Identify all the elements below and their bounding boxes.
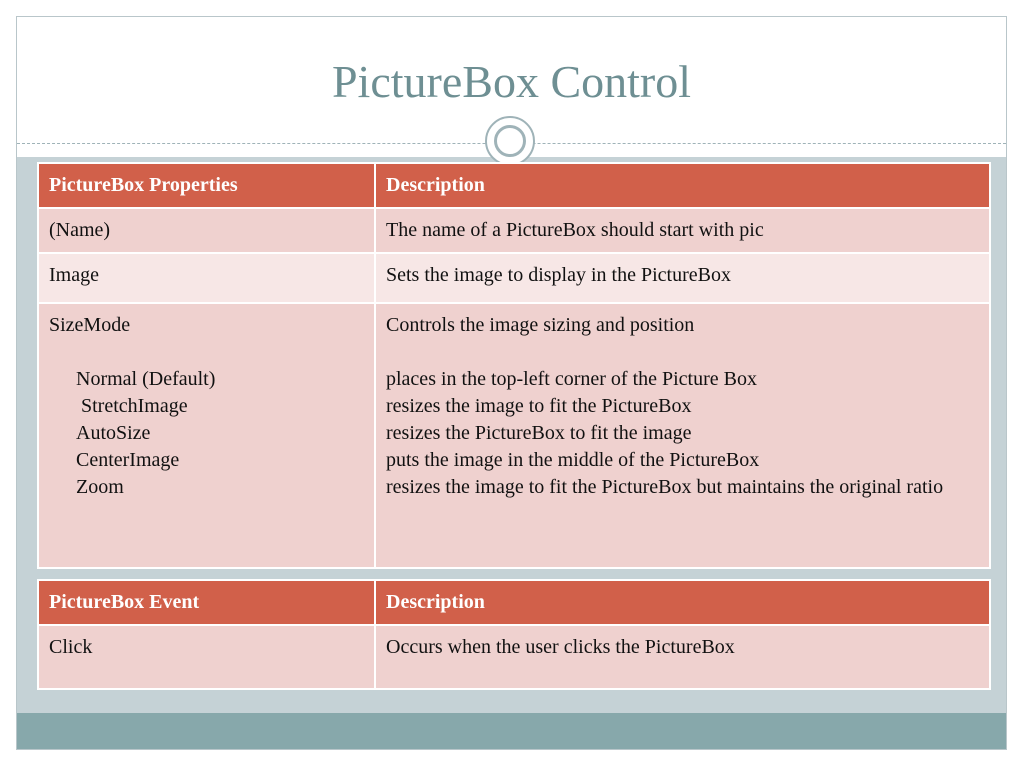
header-description: Description	[375, 163, 990, 208]
spacer	[49, 339, 364, 366]
sizemode-option: AutoSize	[76, 422, 151, 444]
events-table	[37, 579, 991, 690]
event-name: Click	[38, 625, 375, 689]
header-properties: PictureBox Properties	[38, 163, 375, 208]
footer-band	[17, 713, 1006, 749]
circle-ornament-inner	[494, 125, 526, 157]
property-name: (Name)	[38, 208, 375, 253]
sizemode-option-description: resizes the image to fit the PictureBox but maintains the original ratio	[386, 476, 944, 498]
header-event: PictureBox Event	[38, 580, 375, 625]
property-name: Image	[38, 253, 375, 303]
sizemode-option: StretchImage	[76, 395, 188, 417]
properties-table	[37, 162, 991, 569]
sizemode-option: CenterImage	[76, 449, 180, 471]
property-description: The name of a PictureBox should start with pic	[375, 208, 990, 253]
table-row	[38, 208, 990, 253]
table-header-row	[38, 163, 990, 208]
spacer	[386, 339, 979, 366]
circle-ornament	[485, 116, 535, 166]
table-row	[38, 253, 990, 303]
table-row	[38, 625, 990, 689]
sizemode-option-description: resizes the image to fit the PictureBox	[386, 395, 692, 417]
sizemode-cell	[38, 303, 375, 568]
sizemode-option-description: puts the image in the middle of the PictureBox	[386, 449, 760, 471]
sizemode-option-description: resizes the PictureBox to fit the image	[386, 422, 692, 444]
event-description: Occurs when the user clicks the PictureBox	[375, 625, 990, 689]
property-name: SizeMode	[49, 314, 131, 336]
sizemode-option: Zoom	[76, 476, 124, 498]
sizemode-option: Normal (Default)	[76, 368, 216, 390]
table-header-row	[38, 580, 990, 625]
page-title: PictureBox Control	[331, 56, 692, 107]
property-description: Controls the image sizing and position	[386, 314, 695, 336]
property-description: Sets the image to display in the PictureBox	[375, 253, 990, 303]
table-row	[38, 303, 990, 568]
sizemode-option-description: places in the top-left corner of the Picture Box	[386, 368, 757, 390]
header-description: Description	[375, 580, 990, 625]
slide	[16, 16, 1007, 750]
sizemode-description-cell	[375, 303, 990, 568]
